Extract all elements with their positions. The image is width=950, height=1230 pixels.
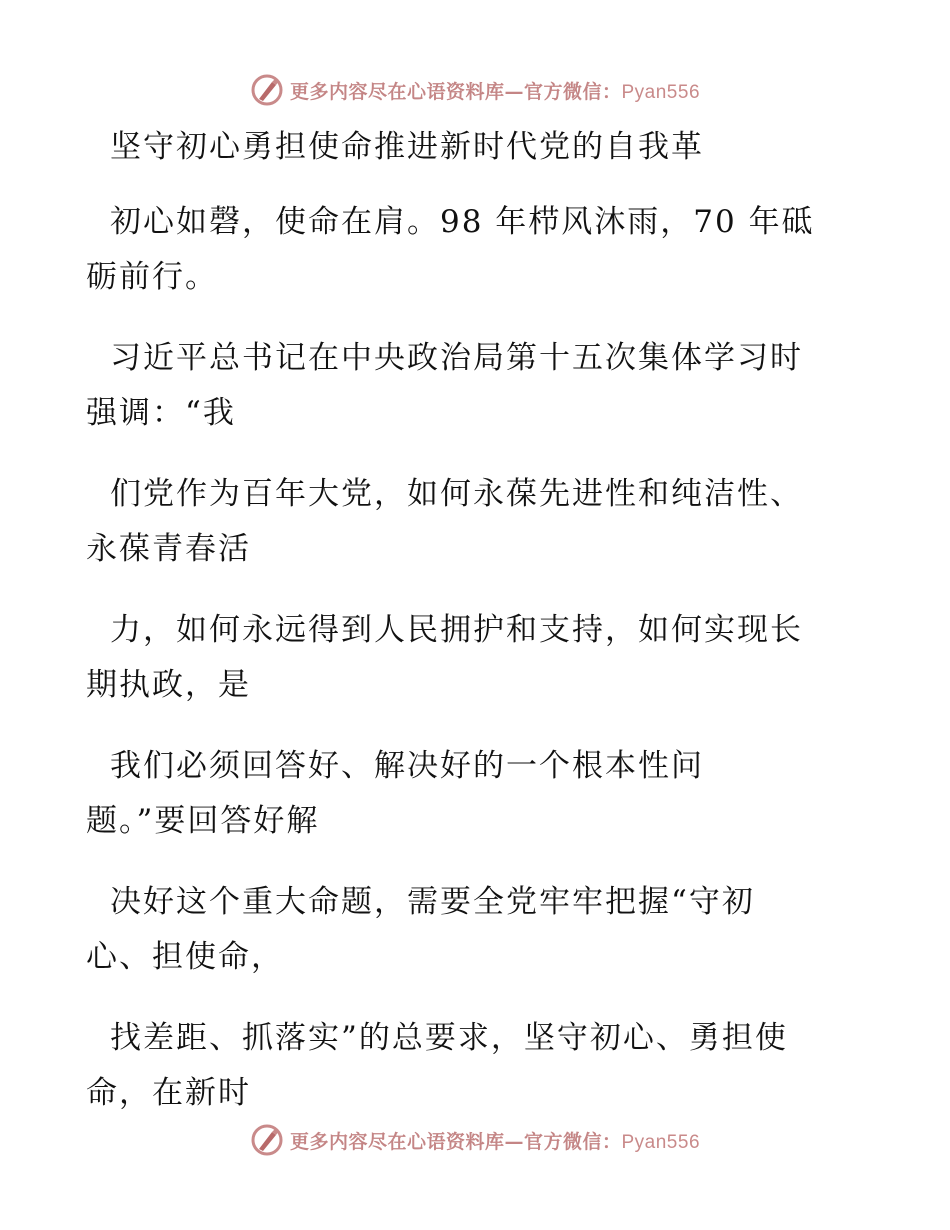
paragraph: 决好这个重大命题，需要全党牢牢把握“守初 心、担使命，	[86, 884, 755, 975]
document-body	[86, 120, 838, 1147]
paragraph: 我们必须回答好、解决好的一个根本性问 题。”要回答好解	[86, 748, 704, 839]
header-watermark	[0, 70, 950, 110]
paragraph: 初心如磬，使命在肩。98 年栉风沐雨，70 年砥 砺前行。	[86, 204, 815, 295]
paragraph: 力，如何永远得到人民拥护和支持，如何实现长 期执政，是	[86, 612, 803, 703]
document-title: 坚守初心勇担使命推进新时代党的自我革	[110, 129, 704, 165]
pen-logo-icon	[250, 1123, 284, 1157]
watermark-text: 更多内容尽在心语资料库—官方微信：Pyan556	[289, 80, 701, 103]
watermark-text: 更多内容尽在心语资料库—官方微信：Pyan556	[289, 1130, 701, 1153]
pen-logo-icon	[250, 73, 284, 107]
paragraph: 们党作为百年大党，如何永葆先进性和纯洁性、 永葆青春活	[86, 476, 803, 567]
paragraph: 习近平总书记在中央政治局第十五次集体学习时 强调：“我	[86, 340, 803, 431]
paragraph: 找差距、抓落实”的总要求，坚守初心、勇担使 命，在新时	[86, 1020, 788, 1111]
footer-watermark	[0, 1120, 950, 1160]
